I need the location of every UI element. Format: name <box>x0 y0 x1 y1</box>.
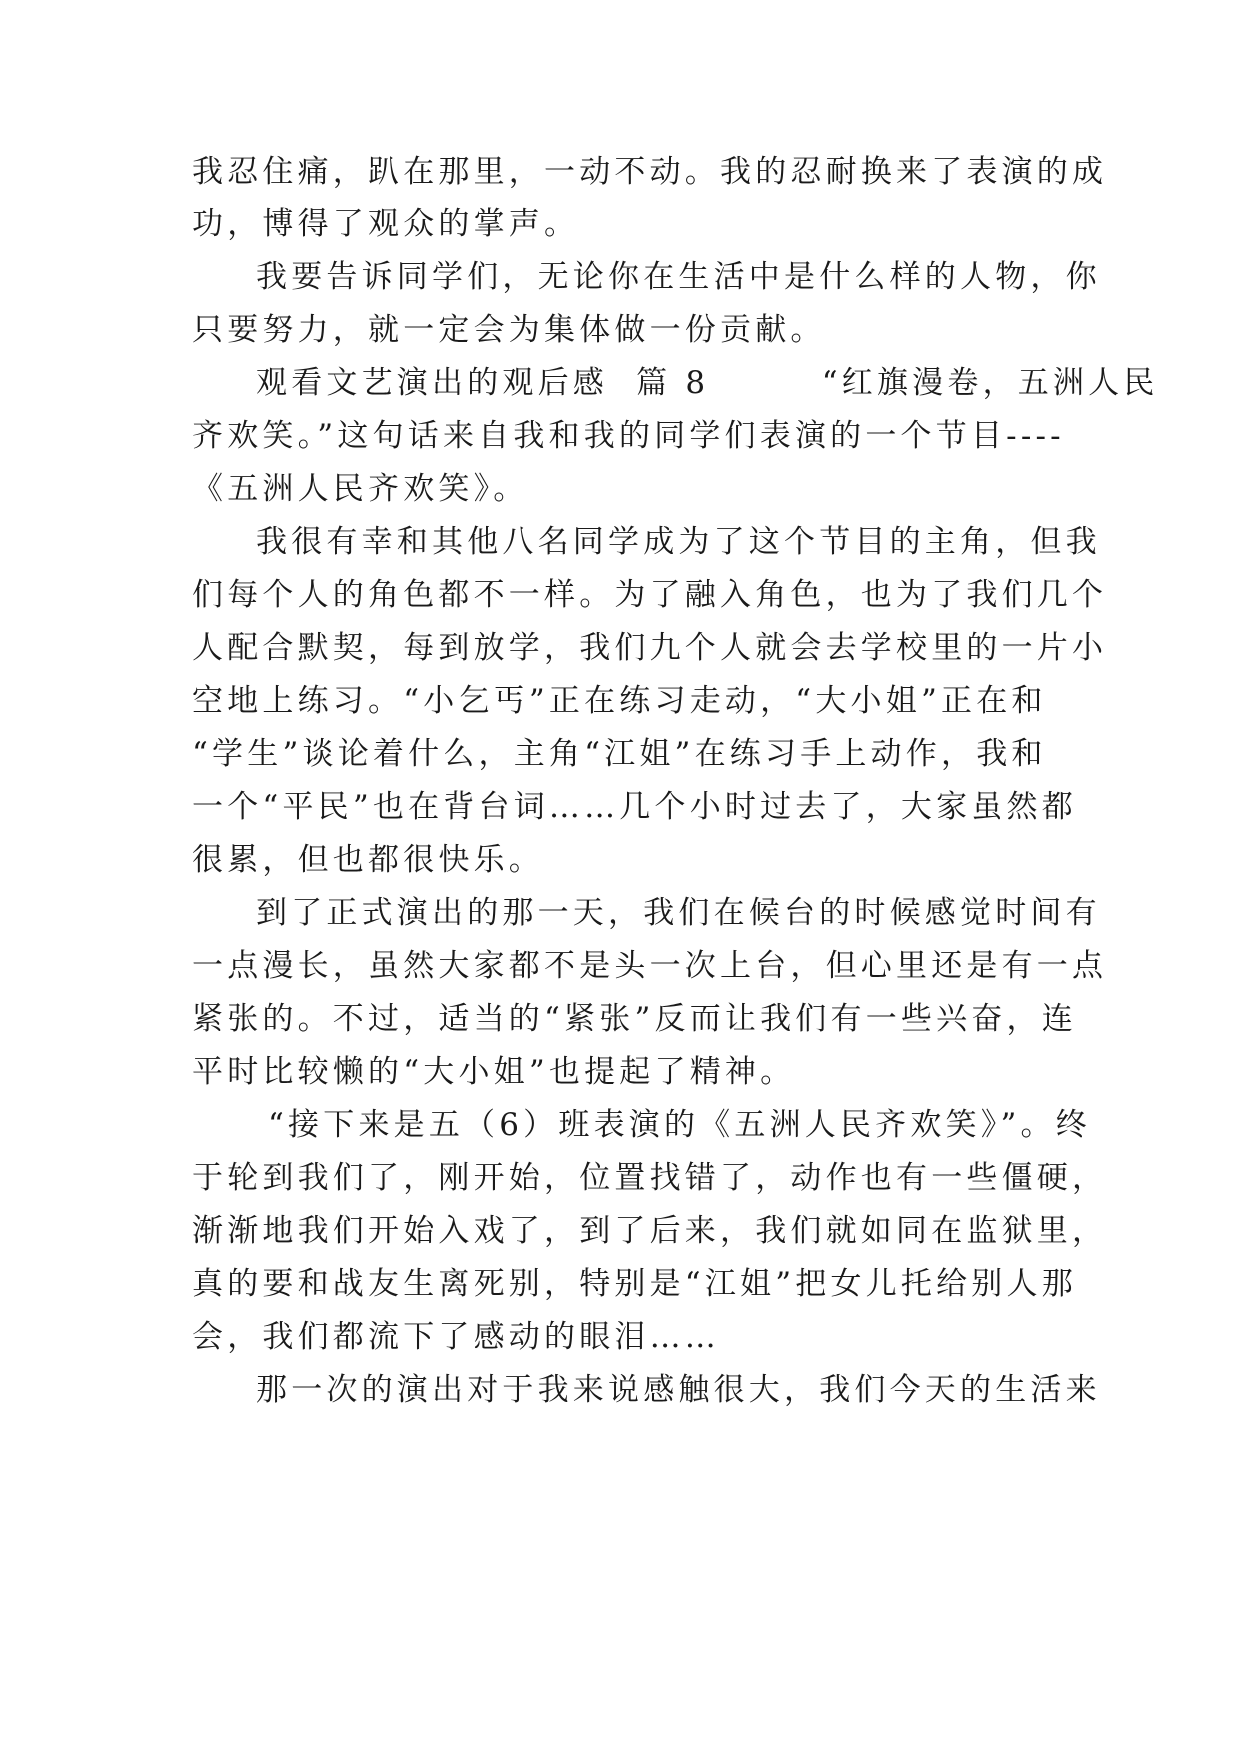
section-heading-line: 观看文艺演出的观后感 篇 8 “红旗漫卷，五洲人民 <box>256 365 1159 401</box>
text-line: 于轮到我们了，刚开始，位置找错了，动作也有一些僵硬， <box>192 1160 1108 1196</box>
text-line: “接下来是五（6）班表演的《五洲人民齐欢笑》”。终 <box>268 1107 1091 1143</box>
text-line: 那一次的演出对于我来说感触很大，我们今天的生活来 <box>256 1372 1101 1408</box>
text-line: 紧张的。不过，适当的“紧张”反而让我们有一些兴奋，连 <box>192 1001 1077 1037</box>
text-line: 很累，但也都很快乐。 <box>192 842 544 878</box>
text-line: 我要告诉同学们，无论你在生活中是什么样的人物，你 <box>256 259 1101 295</box>
text-line: 我很有幸和其他八名同学成为了这个节目的主角，但我 <box>256 524 1101 560</box>
text-line: 空地上练习。“小乞丐”正在练习走动，“大小姐”正在和 <box>192 683 1047 719</box>
text-line: 一个“平民”也在背台词……几个小时过去了，大家虽然都 <box>192 789 1077 825</box>
text-line: 真的要和战友生离死别，特别是“江姐”把女儿托给别人那 <box>192 1266 1077 1302</box>
text-line: 只要努力，就一定会为集体做一份贡献。 <box>192 312 826 348</box>
text-line: 《五洲人民齐欢笑》。 <box>192 471 529 507</box>
text-line: 到了正式演出的那一天，我们在候台的时候感觉时间有 <box>256 895 1101 931</box>
text-line: 会，我们都流下了感动的眼泪…… <box>192 1319 720 1355</box>
text-line: 我忍住痛，趴在那里，一动不动。我的忍耐换来了表演的成 <box>192 154 1108 190</box>
text-line: 人配合默契，每到放学，我们九个人就会去学校里的一片小 <box>192 630 1108 666</box>
text-line: 平时比较懒的“大小姐”也提起了精神。 <box>192 1054 796 1090</box>
text-line: “学生”谈论着什么，主角“江姐”在练习手上动作，我和 <box>192 736 1047 772</box>
text-line: 一点漫长，虽然大家都不是头一次上台，但心里还是有一点 <box>192 948 1108 984</box>
text-line: 功，博得了观众的掌声。 <box>192 206 580 242</box>
text-line: 渐渐地我们开始入戏了，到了后来，我们就如同在监狱里， <box>192 1213 1108 1249</box>
text-line: 们每个人的角色都不一样。为了融入角色，也为了我们几个 <box>192 577 1108 613</box>
text-line: 齐欢笑。”这句话来自我和我的同学们表演的一个节目---- <box>192 418 1065 454</box>
